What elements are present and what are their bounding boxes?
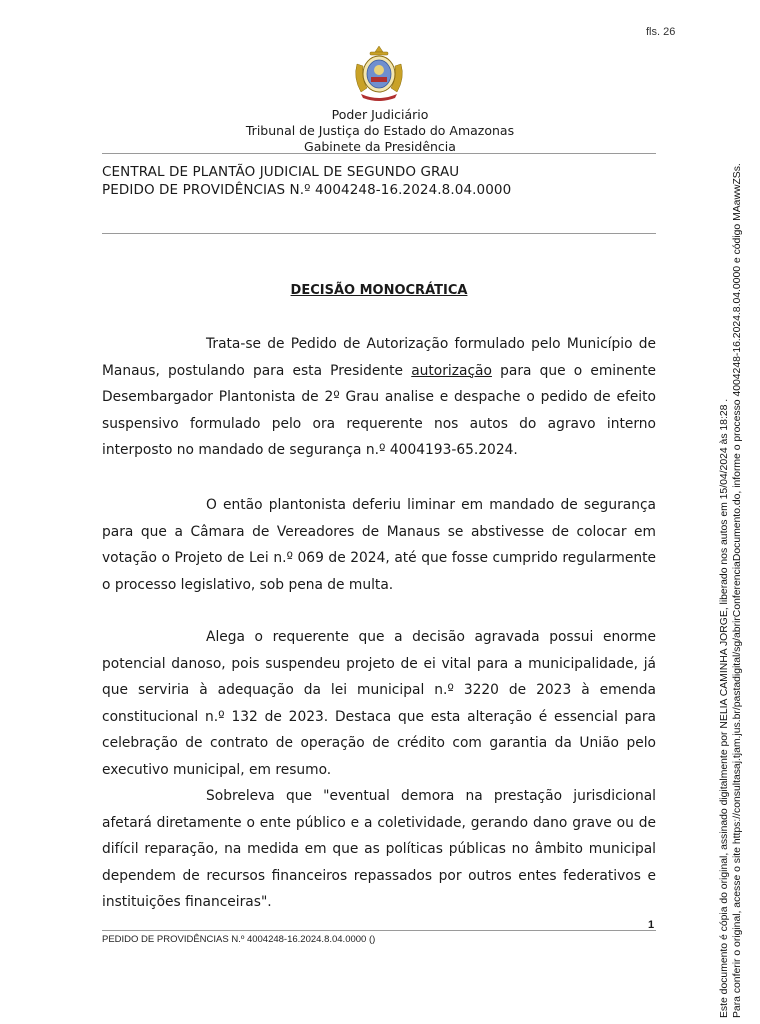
page-folio-label: fls. 26 <box>646 26 676 38</box>
paragraph-1-end: para que o eminente Desembargador Plantonista de 2º Grau analise e despache o pedido de efeito suspensivo formulado pelo ora requerente nos autos do agravo interno interposto no mandado de segurança n.º 4004193-65.2024. <box>102 362 656 458</box>
case-heading <box>102 163 511 199</box>
paragraph-4: Sobreleva que "eventual demora na prestação jurisdicional afetará diretamente o ente público e a coletividade, gerando dano grave ou de difícil reparação, na medida em que as políticas públicas no âmbito municipal dependem de recursos financeiros repassados por outros entes federativos e instituições financeiras". <box>102 788 656 910</box>
paragraph-1 <box>102 331 656 464</box>
signature-notice-line-1: Este documento é cópia do original, assinado digitalmente por NELIA CAMINHA JORGE, liberado nos autos em 15/04/2024 às 18:28 . <box>719 398 730 1018</box>
document-title: DECISÃO MONOCRÁTICA <box>290 283 468 298</box>
court-name-line: Tribunal de Justiça do Estado do Amazonas <box>245 123 515 138</box>
central-office-line: CENTRAL DE PLANTÃO JUDICIAL DE SEGUNDO GRAU <box>102 164 460 180</box>
case-divider <box>102 233 656 234</box>
judiciary-line: Poder Judiciário <box>331 107 429 122</box>
digital-signature-notice <box>719 163 744 1018</box>
court-coat-of-arms-icon <box>353 44 405 104</box>
court-header <box>0 107 760 155</box>
footer-case-reference: PEDIDO DE PROVIDÊNCIAS N.º 4004248-16.2024.8.04.0000 () <box>102 934 376 945</box>
footer-divider <box>102 930 656 931</box>
paragraph-2: O então plantonista deferiu liminar em mandado de segurança para que a Câmara de Vereadores de Manaus se abstivesse de colocar em votação o Projeto de Lei n.º 069 de 2024, até que fosse cumprido regularmente o processo legislativo, sob pena de multa. <box>102 497 656 593</box>
paragraph-1-start: Trata-se de Pedido de Autorização formulado pelo Município de Manaus, postulando para esta Presidente <box>102 336 656 379</box>
office-line: Gabinete da Presidência <box>304 139 456 154</box>
underlined-term: autorização <box>411 362 492 379</box>
header-divider <box>102 153 656 154</box>
paragraph-3: Alega o requerente que a decisão agravada possui enorme potencial danoso, pois suspendeu projeto de ei vital para a municipalidade, já que serviria à adequação da lei municipal n.º 3220 de 2023 à emenda constitucional n.º 132 de 2023. Destaca que esta alteração é essencial para celebração de contrato de operação de crédito com garantia da União pelo executivo municipal, em resumo. <box>102 629 656 778</box>
case-number-line: PEDIDO DE PROVIDÊNCIAS N.º 4004248-16.2024.8.04.0000 <box>102 182 512 198</box>
page-number: 1 <box>648 919 655 931</box>
signature-notice-line-2: Para conferir o original, acesse o site https://consultasaj.tjam.jus.br/pastadigital/sg/abrirConferenciaDocumento.do, informe o processo 4004248-16.2024.8.04.0000 e código MAawwZSs. <box>731 163 743 1018</box>
